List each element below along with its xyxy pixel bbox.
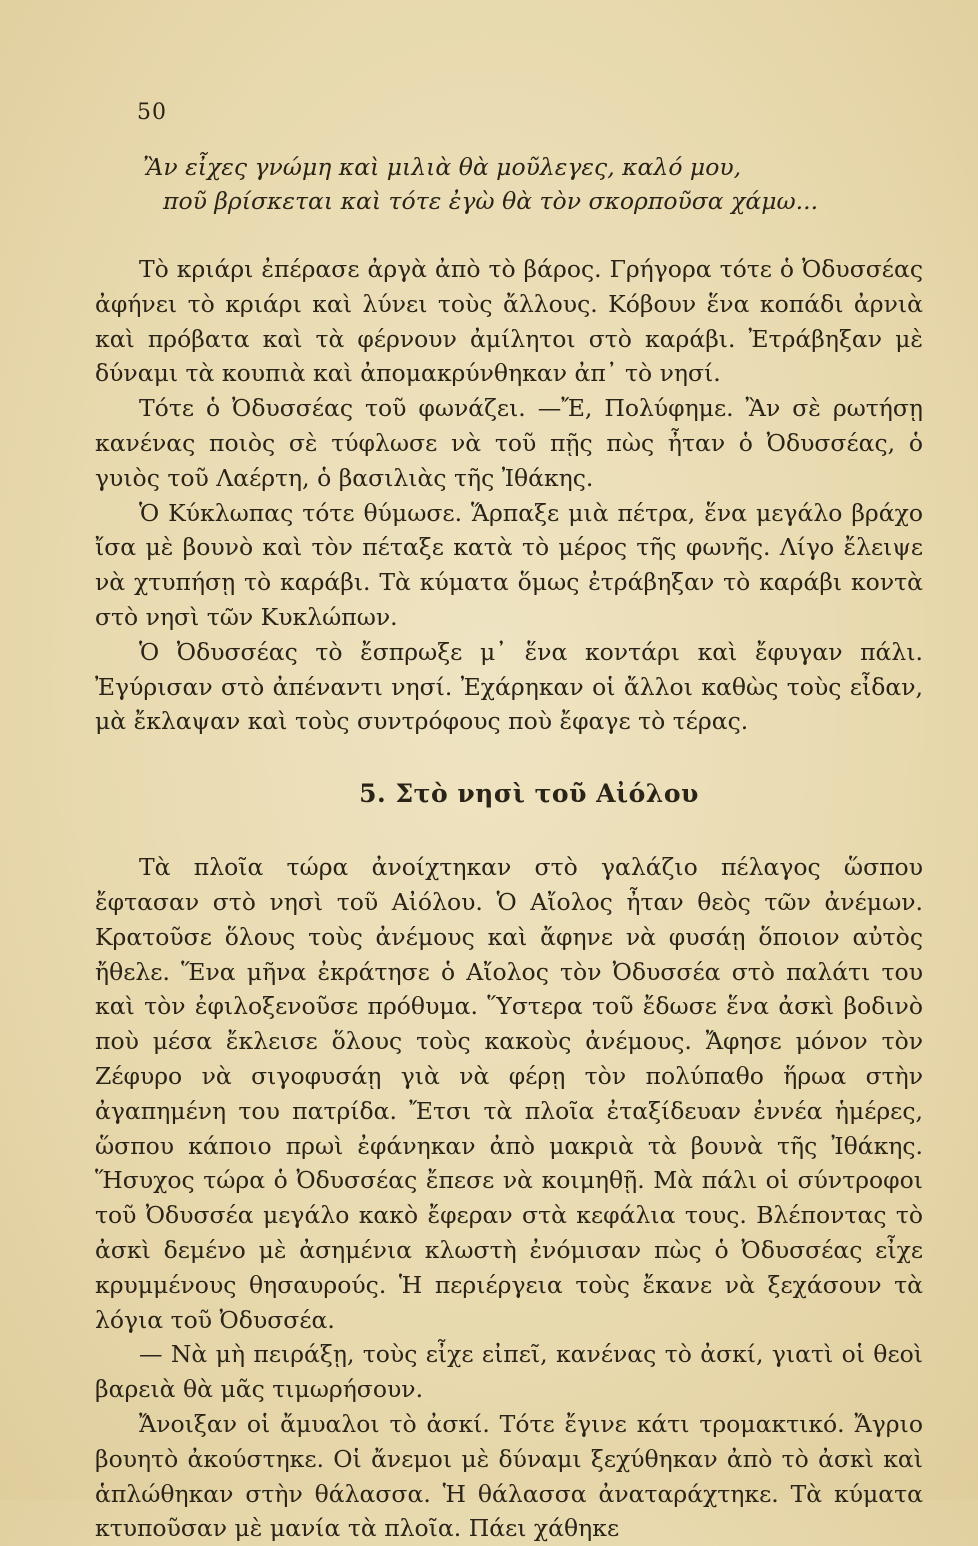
paragraph: — Νὰ μὴ πειράξῃ, τοὺς εἶχε εἰπεῖ, κανένας τὸ ἀσκί, γιατὶ οἱ θεοὶ βαρειὰ θὰ μᾶς τιμωρήσουν. — [95, 1340, 923, 1404]
paragraph: Τότε ὁ Ὀδυσσέας τοῦ φωνάζει. —Ἔ, Πολύφημε. Ἂν σὲ ρωτήσῃ κανένας ποιὸς σὲ τύφλωσε νὰ τοῦ πῇς πὼς ἦταν ὁ Ὀδυσσέας, ὁ γυιὸς τοῦ Λαέρτη, ὁ βασιλιὰς τῆς Ἰθάκης. — [95, 394, 923, 492]
paragraph: Ὁ Ὀδυσσέας τὸ ἔσπρωξε μ᾿ ἕνα κοντάρι καὶ ἔφυγαν πάλι. Ἐγύρισαν στὸ ἀπέναντι νησί. Ἐχάρηκαν οἱ ἄλλοι καθὼς τοὺς εἶδαν, μὰ ἔκλαψαν καὶ τοὺς συντρόφους ποὺ ἔφαγε τὸ τέρας. — [95, 637, 923, 736]
page-content — [95, 150, 923, 1546]
paragraph: Ὁ Κύκλωπας τότε θύμωσε. Ἅρπαξε μιὰ πέτρα, ἕνα μεγάλο βράχο ἴσα μὲ βουνὸ καὶ τὸν πέταξε κατὰ τὸ μέρος τῆς φωνῆς. Λίγο ἔλειψε νὰ χτυπήσῃ τὸ καράβι. Τὰ κύματα ὅμως ἐτράβηξαν τὸ καράβι κοντὰ στὸ νησὶ τῶν Κυκλώπων. — [95, 498, 923, 631]
poem-line: Ἂν εἶχες γνώμη καὶ μιλιὰ θὰ μοῦλεγες, καλό μου, — [143, 153, 742, 181]
poem-verse — [95, 150, 923, 218]
page-number: 50 — [137, 100, 167, 125]
paragraph: Τὰ πλοῖα τώρα ἀνοίχτηκαν στὸ γαλάζιο πέλαγος ὥσπου ἔφτασαν στὸ νησὶ τοῦ Αἰόλου. Ὁ Αἴολος ἦταν θεὸς τῶν ἀνέμων. Κρατοῦσε ὅλους τοὺς ἀνέμους καὶ ἄφηνε νὰ φυσάῃ ὅποιον αὐτὸς ἤθελε. Ἕνα μῆνα ἐκράτησε ὁ Αἴολος τὸν Ὀδυσσέα στὸ παλάτι του καὶ τὸν ἐφιλοξενοῦσε πρόθυμα. Ὕστερα τοῦ ἔδωσε ἕνα ἀσκὶ βοδινὸ ποὺ μέσα ἔκλεισε ὅλους τοὺς κακοὺς ἀνέμους. Ἄφησε μόνον τὸν Ζέφυρο νὰ σιγοφυσάῃ γιὰ νὰ φέρῃ τὸν πολύπαθο ἥρωα στὴν ἀγαπημένη του πατρίδα. Ἔτσι τὰ πλοῖα ἐταξίδευαν ἐννέα ἡμέρες, ὥσπου κάποιο πρωὶ ἐφάνηκαν ἀπὸ μακριὰ τὰ βουνὰ τῆς Ἰθάκης. Ἥσυχος τώρα ὁ Ὀδυσσέας ἔπεσε νὰ κοιμηθῇ. Μὰ πάλι οἱ σύντροφοι τοῦ Ὀδυσσέα μεγάλο κακὸ ἔφεραν στὰ κεφάλια τους. Βλέποντας τὸ ἀσκὶ δεμένο μὲ ἀσημένια κλωστὴ ἐνόμισαν πὼς ὁ Ὀδυσσέας εἶχε κρυμμένους θησαυρούς. Ἡ περιέργεια τοὺς ἔκανε νὰ ξεχάσουν τὰ λόγια τοῦ Ὀδυσσέα. — [95, 853, 923, 1334]
paragraph: Τὸ κριάρι ἐπέρασε ἀργὰ ἀπὸ τὸ βάρος. Γρήγορα τότε ὁ Ὀδυσσέας ἀφήνει τὸ κριάρι καὶ λύνει τοὺς ἄλλους. Κόβουν ἕνα κοπάδι ἀρνιὰ καὶ πρόβατα καὶ τὰ φέρνουν ἀμίλητοι στὸ καράβι. Ἐτράβηξαν μὲ δύναμι τὰ κουπιὰ καὶ ἀπομακρύνθηκαν ἀπ᾿ τὸ νησί. — [95, 255, 923, 388]
section-heading: 5. Στὸ νησὶ τοῦ Αἰόλου — [359, 779, 699, 809]
story-section-cyclops — [95, 252, 923, 739]
story-section-aeolus — [95, 850, 923, 1546]
poem-line: ποῦ βρίσκεται καὶ τότε ἐγὼ θὰ τὸν σκορποῦσα χάμω... — [163, 187, 819, 215]
paragraph: Ἄνοιξαν οἱ ἄμυαλοι τὸ ἀσκί. Τότε ἔγινε κάτι τρομακτικό. Ἄγριο βουητὸ ἀκούστηκε. Οἱ ἄνεμοι μὲ δύναμι ξεχύθηκαν ἀπὸ τὸ ἀσκὶ καὶ ἁπλώθηκαν στὴν θάλασσα. Ἡ θάλασσα ἀναταράχτηκε. Τὰ κύματα κτυποῦσαν μὲ μανία τὰ πλοῖα. Πάει χάθηκε — [95, 1409, 923, 1543]
